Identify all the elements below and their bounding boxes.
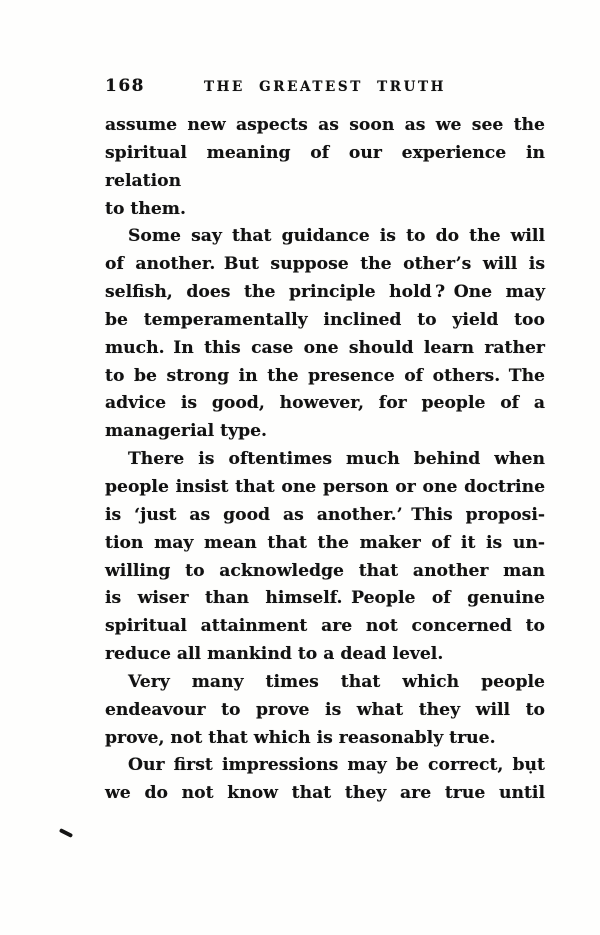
text-line: spiritual meaning of our experience in relation (105, 142, 545, 191)
text-line: There is oftentimes much behind when (128, 449, 545, 470)
running-title: THE GREATEST TRUTH (203, 79, 447, 95)
text-line: Some say that guidance is to do the will (128, 226, 545, 247)
text-line: advice is good, however, for people of a (105, 393, 545, 414)
text-line: people insist that one person or one doctrine (105, 476, 545, 497)
page-number: 168 (105, 76, 145, 96)
text-line: endeavour to prove is what they will to (105, 699, 545, 720)
text-line: managerial type. (105, 421, 268, 442)
text-line: we do not know that they are true until (105, 783, 545, 804)
stray-ink-mark (59, 828, 73, 838)
text-line: to them. (105, 198, 186, 219)
body-text (105, 112, 545, 808)
text-line: Our first impressions may be correct, bụt (128, 755, 545, 776)
page-header (105, 76, 545, 98)
text-line: reduce all mankind to a dead level. (105, 644, 444, 665)
text-line: willing to acknowledge that another man (105, 560, 545, 581)
text-line: assume new aspects as soon as we see the (105, 115, 545, 135)
text-line: be temperamentally inclined to yield too (105, 309, 545, 330)
text-line: Very many times that which people (128, 671, 545, 692)
text-line: prove, not that which is reasonably true. (105, 727, 496, 748)
text-line: is wiser than himself. People of genuine (105, 588, 545, 609)
text-line: selfish, does the principle hold ? One may (105, 282, 545, 303)
text-line: to be strong in the presence of others. The (105, 365, 545, 386)
text-line: spiritual attainment are not concerned to (105, 616, 545, 637)
text-line: much. In this case one should learn rather (105, 337, 545, 358)
text-line: is ‘just as good as another.’ This proposi- (105, 504, 545, 525)
text-line: of another. But suppose the other’s will is (105, 254, 545, 275)
text-line: tion may mean that the maker of it is un- (105, 532, 545, 553)
